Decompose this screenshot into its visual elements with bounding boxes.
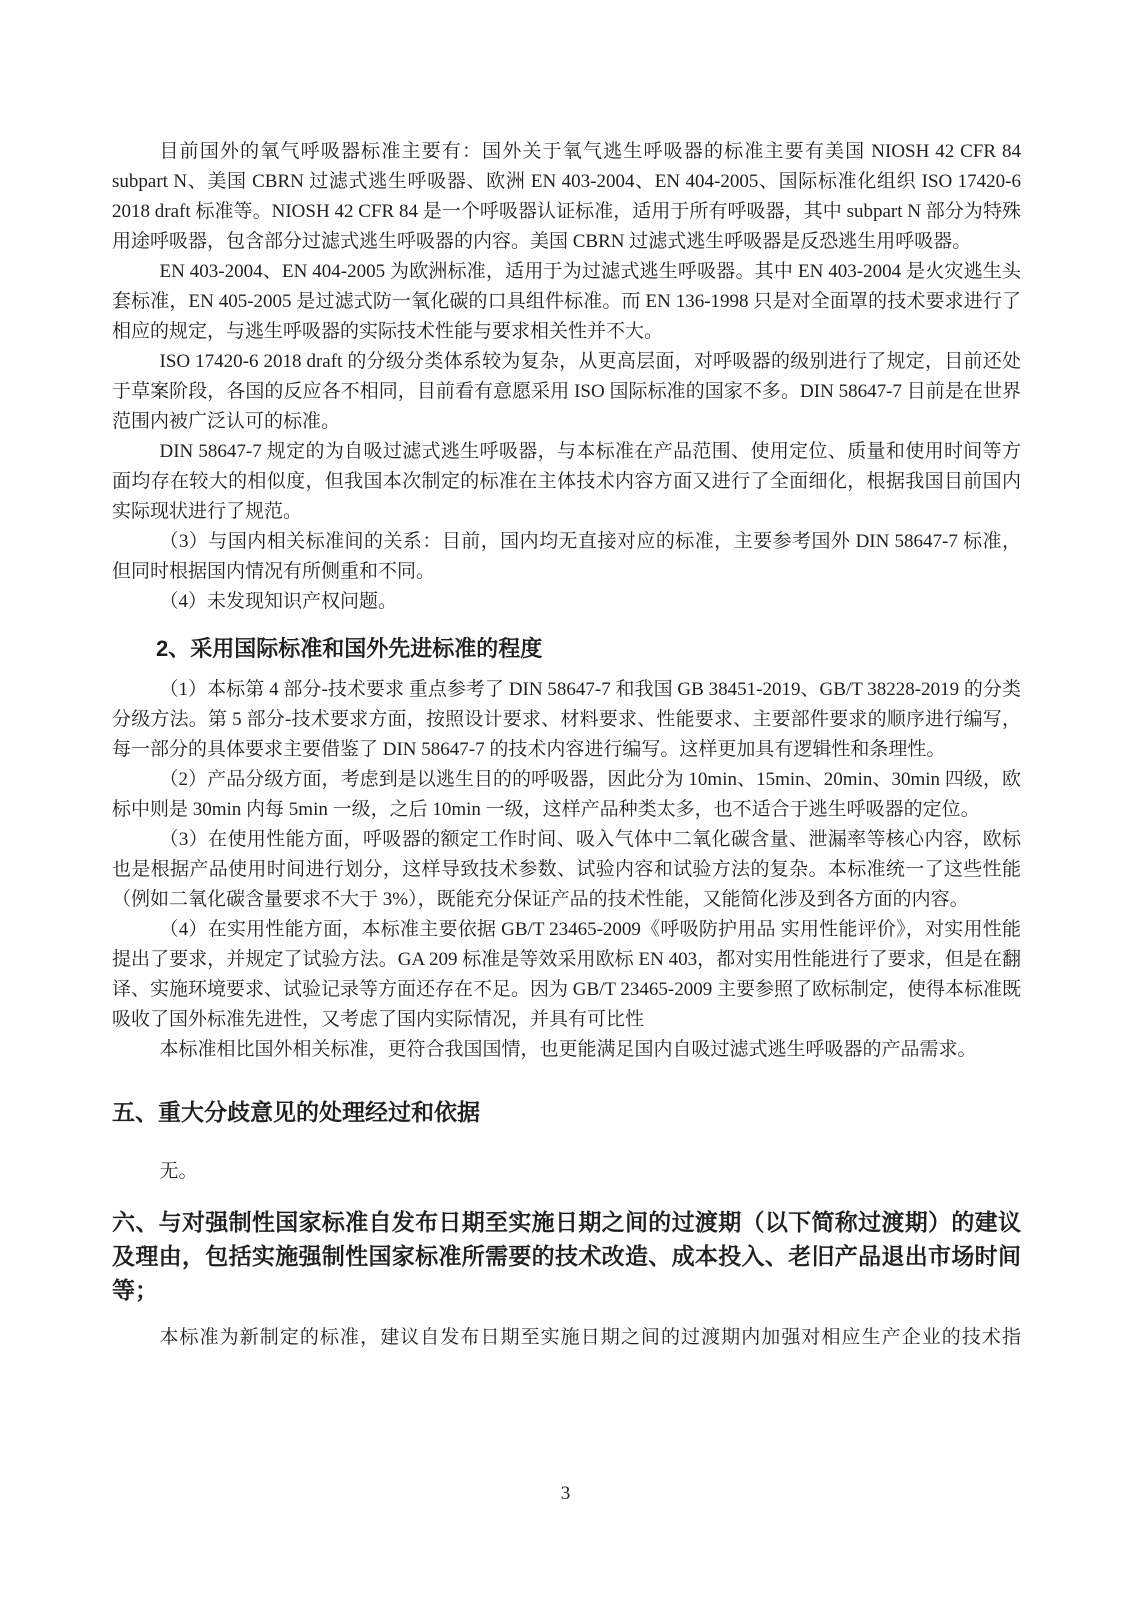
page-number: 3 <box>560 1483 571 1504</box>
paragraph-domestic-standards-relation: （3）与国内相关标准间的关系：目前，国内均无直接对应的标准，主要参考国外 DIN 58647-7 标准，但同时根据国内情况有所侧重和不同。 <box>112 531 1021 582</box>
paragraph-no-ip-issues: （4）未发现知识产权问题。 <box>159 591 398 612</box>
paragraph-new-standard-transition: 本标准为新制定的标准，建议自发布日期至实施日期之间的过渡期内加强对相应生产企业的技术指 <box>159 1327 1021 1348</box>
heading-major-disagreements: 五、重大分歧意见的处理经过和依据 <box>112 1099 480 1125</box>
paragraph-usage-performance: （3）在使用性能方面，呼吸器的额定工作时间、吸入气体中二氧化碳含量、泄漏率等核心内容，欧标也是根据产品使用时间进行划分，这样导致技术参数、试验内容和试验方法的复杂。本标准统一了这些性能（例如二氧化碳含量要求不大于 3%），既能充分保证产品的技术性能，又能简化涉及到各方面的内容。 <box>112 829 1021 910</box>
paragraph-practical-performance: （4）在实用性能方面，本标准主要依据 GB/T 23465-2009《呼吸防护用品 实用性能评价》，对实用性能提出了要求，并规定了试验方法。GA 209 标准是等效采用欧标 EN 403，都对实用性能进行了要求，但是在翻译、实施环境要求、试验记录等方面还存在不足。因为 GB/T 23465-2009 主要参照了欧标制定，使得本标准既吸收了国外标准先进性，又考虑了国内实际情况，并具有可比性 <box>112 919 1022 1030</box>
paragraph-en-european-standards: EN 403-2004、EN 404-2005 为欧洲标准，适用于为过滤式逃生呼吸器。其中 EN 403-2004 是火灾逃生头套标准，EN 405-2005 是过滤式防一氧化碳的口具组件标准。而 EN 136-1998 只是对全面罩的技术要求进行了相应的规定，与逃生呼吸器的实际技术性能与要求相关性并不大。 <box>112 261 1021 342</box>
paragraph-classification-reference: （1）本标第 4 部分-技术要求 重点参考了 DIN 58647-7 和我国 GB 38451-2019、GB/T 38228-2019 的分类分级方法。第 5 部分-技术要求方面，按照设计要求、材料要求、性能要求、主要部件要求的顺序进行编写，每一部分的具体要求主要借鉴了 DIN 58647-7 的技术内容进行编写。这样更加具有逻辑性和条理性。 <box>112 679 1021 760</box>
paragraph-product-grading: （2）产品分级方面，考虑到是以逃生目的的呼吸器，因此分为 10min、15min、20min、30min 四级，欧标中则是 30min 内每 5min 一级，之后 10min 一级，这样产品种类太多，也不适合于逃生呼吸器的定位。 <box>112 769 1021 820</box>
heading-adoption-of-international-standards: 2、采用国际标准和国外先进标准的程度 <box>156 636 543 661</box>
heading-transition-period: 六、与对强制性国家标准自发布日期至实施日期之间的过渡期（以下简称过渡期）的建议及理由，包括实施强制性国家标准所需要的技术改造、成本投入、老旧产品退出市场时间等； <box>112 1209 1021 1303</box>
paragraph-iso-17420-draft: ISO 17420-6 2018 draft 的分级分类体系较为复杂，从更高层面，对呼吸器的级别进行了规定，目前还处于草案阶段，各国的反应各不相同，目前看有意愿采用 ISO 国际标准的国家不多。DIN 58647-7 目前是在世界范围内被广泛认可的标准。 <box>112 351 1021 432</box>
paragraph-din-58647-similarity: DIN 58647-7 规定的为自吸过滤式逃生呼吸器，与本标准在产品范围、使用定位、质量和使用时间等方面均存在较大的相似度，但我国本次制定的标准在主体技术内容方面又进行了全面细化，根据我国目前国内实际现状进行了规范。 <box>112 441 1021 522</box>
paragraph-comparison-conclusion: 本标准相比国外相关标准，更符合我国国情，也更能满足国内自吸过滤式逃生呼吸器的产品需求。 <box>159 1039 977 1060</box>
paragraph-overseas-oxygen-standards: 目前国外的氧气呼吸器标准主要有：国外关于氧气逃生呼吸器的标准主要有美国 NIOSH 42 CFR 84 subpart N、美国 CBRN 过滤式逃生呼吸器、欧洲 EN 403-2004、EN 404-2005、国际标准化组织 ISO 17420-6 2018 draft 标准等。NIOSH 42 CFR 84 是一个呼吸器认证标准，适用于所有呼吸器，其中 subpart N 部分为特殊用途呼吸器，包含部分过滤式逃生呼吸器的内容。美国 CBRN 过滤式逃生呼吸器是反恐逃生用呼吸器。 <box>112 141 1021 252</box>
paragraph-none: 无。 <box>159 1161 198 1182</box>
